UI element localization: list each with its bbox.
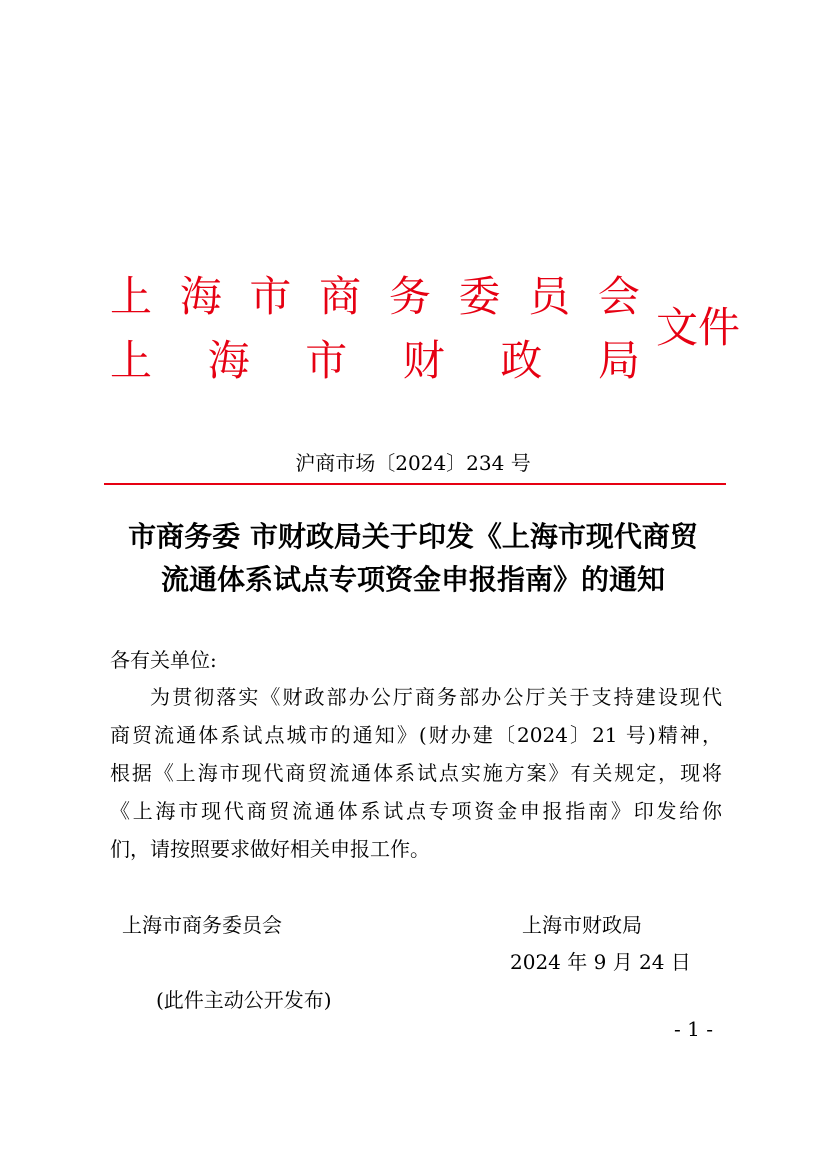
document-title-line-2: 流通体系试点专项资金申报指南》的通知 [160,563,665,596]
issuer-char: 委 [458,272,501,321]
issuer-char: 会 [597,272,640,321]
body-text-line: 商贸流通体系试点城市的通知》(财办建〔2024〕21 号)精神， [110,723,722,747]
issuer-char: 市 [305,336,348,385]
issuer-char: 上 [110,272,153,321]
issuer-char: 商 [319,272,362,321]
issuer-line-finance-bureau [110,336,640,386]
issuer-char: 员 [528,272,571,321]
salutation: 各有关单位: [110,648,217,672]
document-number: 沪商市场〔2024〕234 号 [295,451,531,475]
disclosure-note: (此件主动公开发布) [156,988,332,1012]
issuer-char: 上 [110,336,153,385]
signature-date: 2024 年 9 月 24 日 [510,950,691,974]
body-text-line: 《上海市现代商贸流通体系试点专项资金申报指南》印发给你 [110,799,722,823]
issuer-char: 海 [207,336,250,385]
issuer-char: 财 [402,336,445,385]
issuer-line-commerce-commission [110,272,640,322]
issuer-char: 海 [179,272,222,321]
issuer-char: 政 [500,336,543,385]
document-title-line-1: 市商务委 市财政局关于印发《上海市现代商贸 [128,520,698,553]
body-text-line: 为贯彻落实《财政部办公厅商务部办公厅关于支持建设现代 [150,685,722,709]
issuer-char: 务 [388,272,431,321]
body-text-line: 们，请按照要求做好相关申报工作。 [110,837,430,861]
body-text-line: 根据《上海市现代商贸流通体系试点实施方案》有关规定，现将 [110,761,722,785]
page-number: - 1 - [674,1017,713,1041]
signature-finance-bureau: 上海市财政局 [522,913,642,937]
red-divider [104,483,726,485]
document-word: 文件 [656,303,741,352]
signature-commerce-commission: 上海市商务委员会 [122,913,282,937]
issuer-char: 市 [249,272,292,321]
issuer-char: 局 [597,336,640,385]
